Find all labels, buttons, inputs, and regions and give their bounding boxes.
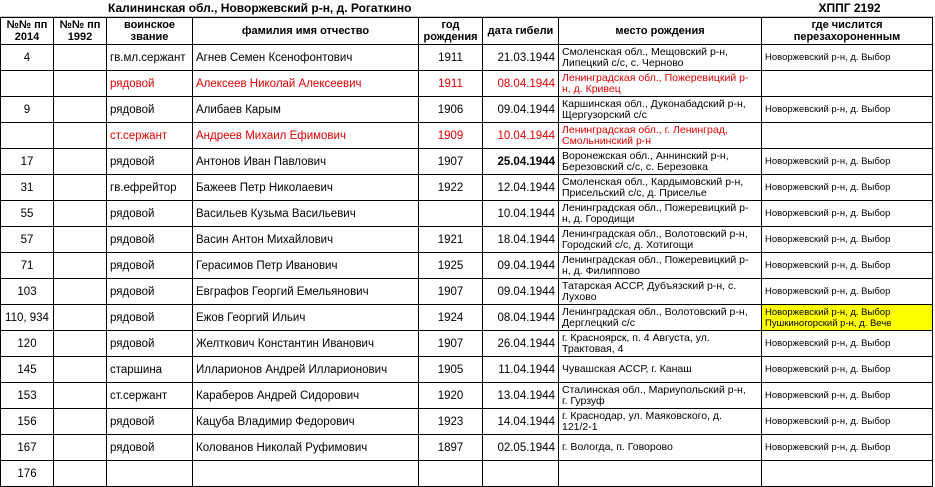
cell-n2014[interactable] (1, 123, 54, 149)
birthplace-line-2: Щергузорский с/с (562, 108, 647, 121)
birthplace-line-1: Сталинская обл., Мариупольский р-н, (562, 383, 746, 396)
table-row (1, 175, 933, 201)
cell-birth-year[interactable]: 1921 (419, 227, 483, 253)
cell-rank[interactable]: рядовой (107, 409, 193, 435)
cell-rank[interactable]: старшина (107, 357, 193, 383)
table-row (1, 149, 933, 175)
birthplace-line-2: Лухово (562, 290, 597, 303)
cell-birth-year[interactable]: 1907 (419, 149, 483, 175)
cell-n2014[interactable]: 120 (1, 331, 54, 357)
cell-n2014[interactable]: 103 (1, 279, 54, 305)
cell-n2014[interactable]: 71 (1, 253, 54, 279)
cell-n1992[interactable] (54, 435, 107, 461)
cell-death-date[interactable]: 21.03.1944 (483, 45, 559, 71)
cell-birth-year[interactable]: 1924 (419, 305, 483, 331)
reburial-line-1: Новоржевский р-н, д. Выбор (765, 182, 891, 193)
cell-birthplace[interactable] (559, 227, 762, 253)
table-row (1, 201, 933, 227)
cell-death-date[interactable]: 02.05.1944 (483, 435, 559, 461)
cell-birthplace[interactable] (559, 279, 762, 305)
burial-table (0, 17, 933, 487)
cell-death-date[interactable]: 10.04.1944 (483, 201, 559, 227)
cell-n1992[interactable] (54, 71, 107, 97)
cell-n1992[interactable] (54, 409, 107, 435)
birthplace-line-1: Татарская АССР, Дубъязский р-н, с. (562, 279, 737, 292)
cell-n1992[interactable] (54, 461, 107, 487)
cell-rank[interactable]: ст.сержант (107, 383, 193, 409)
cell-birth-year[interactable]: 1925 (419, 253, 483, 279)
cell-n1992[interactable] (54, 175, 107, 201)
reburial-line-1: Новоржевский р-н, д. Выбор (765, 156, 891, 167)
cell-name[interactable]: Караберов Андрей Сидорович (193, 383, 419, 409)
table-row (1, 97, 933, 123)
cell-reburial-place[interactable] (762, 175, 933, 201)
cell-death-date[interactable]: 18.04.1944 (483, 227, 559, 253)
cell-death-date[interactable] (483, 461, 559, 487)
header-death-date[interactable]: дата гибели (483, 18, 559, 45)
cell-death-date[interactable]: 12.04.1944 (483, 175, 559, 201)
cell-death-date[interactable]: 11.04.1944 (483, 357, 559, 383)
birthplace-line-1: г. Краснодар, ул. Маяковского, д. (562, 409, 722, 422)
birthplace-line-2: Смольнинский р-н (562, 134, 652, 147)
birthplace-line-2: Присельский с/с, д. Приселье (562, 186, 707, 199)
cell-birthplace[interactable] (559, 201, 762, 227)
cell-n1992[interactable] (54, 97, 107, 123)
table-row (1, 409, 933, 435)
birthplace-line-1: Ленинградская обл., Волотовский р-н, (562, 227, 748, 240)
cell-n2014[interactable]: 167 (1, 435, 54, 461)
cell-birth-year[interactable]: 1911 (419, 71, 483, 97)
reburial-line-1: Новоржевский р-н, д. Выбор (765, 104, 891, 115)
cell-birth-year[interactable] (419, 461, 483, 487)
cell-n1992[interactable] (54, 45, 107, 71)
cell-birth-year[interactable] (419, 201, 483, 227)
cell-birthplace[interactable] (559, 123, 762, 149)
cell-birthplace[interactable] (559, 461, 762, 487)
cell-birth-year[interactable]: 1905 (419, 357, 483, 383)
cell-n1992[interactable] (54, 279, 107, 305)
cell-rank[interactable]: рядовой (107, 149, 193, 175)
cell-name[interactable]: Алибаев Карым (193, 97, 419, 123)
cell-rank[interactable] (107, 461, 193, 487)
cell-name[interactable]: Антонов Иван Павлович (193, 149, 419, 175)
table-row (1, 123, 933, 149)
birthplace-line-1: Ленинградская обл., г. Ленинград, (562, 123, 728, 136)
cell-name[interactable]: Кацуба Владимир Федорович (193, 409, 419, 435)
birthplace-line-2: н, д. Филиппово (562, 264, 640, 277)
reburial-line-1: Новоржевский р-н, д. Выбор (765, 260, 891, 271)
cell-death-date[interactable]: 09.04.1944 (483, 253, 559, 279)
cell-rank[interactable]: рядовой (107, 435, 193, 461)
cell-n2014[interactable]: 31 (1, 175, 54, 201)
cell-n2014[interactable]: 176 (1, 461, 54, 487)
header-n2014[interactable]: №№ пп 2014 (1, 18, 54, 45)
cell-n1992[interactable] (54, 201, 107, 227)
cell-rank[interactable]: рядовой (107, 71, 193, 97)
cell-n2014[interactable]: 145 (1, 357, 54, 383)
table-row (1, 45, 933, 71)
cell-rank[interactable]: рядовой (107, 253, 193, 279)
cell-rank[interactable]: рядовой (107, 279, 193, 305)
birthplace-line-2: Городский с/с, д. Хотигощи (562, 238, 694, 251)
birthplace-line-1: Воронежская обл., Аннинский р-н, (562, 149, 729, 162)
header-n1992[interactable]: №№ пп 1992 (54, 18, 107, 45)
cell-birth-year[interactable]: 1897 (419, 435, 483, 461)
cell-birth-year[interactable]: 1907 (419, 331, 483, 357)
cell-name[interactable]: Колованов Николай Руфимович (193, 435, 419, 461)
birthplace-line-2: Дерглецкий с/с (562, 316, 636, 329)
cell-name[interactable]: Андреев Михаил Ефимович (193, 123, 419, 149)
cell-name[interactable]: Ежов Георгий Ильич (193, 305, 419, 331)
cell-birthplace[interactable] (559, 383, 762, 409)
birthplace-line-2: Трактовая, 4 (562, 342, 624, 355)
cell-birthplace[interactable] (559, 175, 762, 201)
cell-reburial-place[interactable] (762, 331, 933, 357)
cell-n1992[interactable] (54, 331, 107, 357)
cell-n2014[interactable]: 55 (1, 201, 54, 227)
table-row (1, 253, 933, 279)
cell-birthplace[interactable] (559, 253, 762, 279)
cell-n1992[interactable] (54, 357, 107, 383)
cell-reburial-place[interactable] (762, 305, 933, 331)
cell-birthplace[interactable] (559, 305, 762, 331)
cell-n2014[interactable]: 153 (1, 383, 54, 409)
table-row (1, 435, 933, 461)
cell-rank[interactable]: гв.мл.сержант (107, 45, 193, 71)
header-birthplace[interactable]: место рождения (559, 18, 762, 45)
cell-n1992[interactable] (54, 149, 107, 175)
cell-rank[interactable]: гв.ефрейтор (107, 175, 193, 201)
cell-name[interactable]: Герасимов Петр Иванович (193, 253, 419, 279)
header-rank[interactable]: воинское звание (107, 18, 193, 45)
cell-name[interactable]: Васин Антон Михайлович (193, 227, 419, 253)
cell-death-date[interactable]: 14.04.1944 (483, 409, 559, 435)
cell-birthplace[interactable] (559, 435, 762, 461)
header-row (1, 18, 933, 45)
cell-reburial-place[interactable] (762, 45, 933, 71)
cell-name[interactable] (193, 461, 419, 487)
reburial-line-1: Новоржевский р-н, д. Выбор (765, 442, 891, 453)
cell-death-date[interactable]: 10.04.1944 (483, 123, 559, 149)
cell-n1992[interactable] (54, 383, 107, 409)
birthplace-line-1: Ленинградская обл., Пожеревицкий р- (562, 253, 749, 266)
birthplace-line-1: Смоленская обл., Мещовский р-н, (562, 45, 729, 58)
reburial-line-1: Новоржевский р-н, д. Выбор (765, 286, 891, 297)
hospital-code[interactable]: ХППГ 2192 (818, 1, 881, 15)
cell-reburial-place[interactable] (762, 461, 933, 487)
cell-birth-year[interactable]: 1907 (419, 279, 483, 305)
reburial-line-1: Новоржевский р-н, д. Выбор (765, 338, 891, 349)
cell-name[interactable]: Бажеев Петр Николаевич (193, 175, 419, 201)
cell-reburial-place[interactable] (762, 409, 933, 435)
birthplace-line-1: Ленинградская обл., Пожеревицкий р- (562, 201, 749, 214)
reburial-line-1: Новоржевский р-н, д. Выбор (765, 416, 891, 427)
cell-n2014[interactable]: 4 (1, 45, 54, 71)
cell-birth-year[interactable]: 1906 (419, 97, 483, 123)
cell-name[interactable]: Агнев Семен Ксенофонтович (193, 45, 419, 71)
cell-n2014[interactable]: 110, 934 (1, 305, 54, 331)
cell-reburial-place[interactable] (762, 201, 933, 227)
table-row (1, 71, 933, 97)
header-reburial-place[interactable]: где числится перезахороненным (762, 18, 933, 45)
cell-death-date[interactable]: 26.04.1944 (483, 331, 559, 357)
cell-rank[interactable]: рядовой (107, 305, 193, 331)
cell-birth-year[interactable]: 1909 (419, 123, 483, 149)
cell-birth-year[interactable]: 1923 (419, 409, 483, 435)
cell-reburial-place[interactable] (762, 97, 933, 123)
table-body (1, 45, 933, 487)
reburial-line-1: Новоржевский р-н, д. Выбор (765, 306, 891, 318)
cell-name[interactable]: Евграфов Георгий Емельянович (193, 279, 419, 305)
cell-reburial-place[interactable] (762, 279, 933, 305)
cell-reburial-place[interactable] (762, 253, 933, 279)
header-birth-year[interactable]: год рождения (419, 18, 483, 45)
cell-n2014[interactable]: 57 (1, 227, 54, 253)
cell-rank[interactable]: рядовой (107, 331, 193, 357)
birthplace-line-1: Смоленская обл., Кардымовский р-н, (562, 175, 744, 188)
birthplace-line-2: г. Гурзуф (562, 394, 605, 407)
table-row (1, 227, 933, 253)
cell-reburial-place[interactable] (762, 149, 933, 175)
birthplace-line-1: г. Красноярск, п. 4 Августа, ул. (562, 331, 710, 344)
sheet-title-row (0, 0, 935, 17)
table-row (1, 279, 933, 305)
cell-n1992[interactable] (54, 227, 107, 253)
cell-death-date[interactable]: 25.04.1944 (483, 149, 559, 175)
table-row (1, 305, 933, 331)
cell-birthplace[interactable] (559, 71, 762, 97)
cell-n1992[interactable] (54, 123, 107, 149)
cell-death-date[interactable]: 09.04.1944 (483, 97, 559, 123)
cell-reburial-place[interactable] (762, 123, 933, 149)
cell-name[interactable]: Васильев Кузьма Васильевич (193, 201, 419, 227)
cell-death-date[interactable]: 13.04.1944 (483, 383, 559, 409)
cell-rank[interactable]: рядовой (107, 227, 193, 253)
reburial-line-1: Новоржевский р-н, д. Выбор (765, 234, 891, 245)
cell-reburial-place[interactable] (762, 435, 933, 461)
birthplace-line-2: н, д. Городищи (562, 212, 635, 225)
birthplace-line-2: Березовский с/с, с. Березовка (562, 160, 708, 173)
table-row (1, 383, 933, 409)
table-row (1, 331, 933, 357)
cell-birth-year[interactable]: 1911 (419, 45, 483, 71)
cell-rank[interactable]: рядовой (107, 201, 193, 227)
table-row (1, 357, 933, 383)
cell-birth-year[interactable]: 1922 (419, 175, 483, 201)
reburial-line-2: Пушкиногорский р-н, д. Вече (765, 317, 892, 329)
cell-n2014[interactable] (1, 71, 54, 97)
cell-birthplace[interactable] (559, 357, 762, 383)
cell-name[interactable]: Илларионов Андрей Илларионович (193, 357, 419, 383)
cell-reburial-place[interactable] (762, 357, 933, 383)
cell-reburial-place[interactable] (762, 71, 933, 97)
cell-n1992[interactable] (54, 253, 107, 279)
header-name[interactable]: фамилия имя отчество (193, 18, 419, 45)
cell-birth-year[interactable]: 1920 (419, 383, 483, 409)
birthplace-line-1: Чувашская АССР, г. Канаш (562, 363, 692, 375)
cell-n2014[interactable]: 17 (1, 149, 54, 175)
reburial-line-1: Новоржевский р-н, д. Выбор (765, 208, 891, 219)
birthplace-line-1: Каршинская обл., Дуконабадский р-н, (562, 97, 746, 110)
cell-reburial-place[interactable] (762, 227, 933, 253)
cell-n2014[interactable]: 9 (1, 97, 54, 123)
cell-birthplace[interactable] (559, 331, 762, 357)
cell-death-date[interactable]: 08.04.1944 (483, 305, 559, 331)
birthplace-line-1: Ленинградская обл., Волотовский р-н, (562, 305, 748, 318)
reburial-line-1: Новоржевский р-н, д. Выбор (765, 390, 891, 401)
cell-birthplace[interactable] (559, 409, 762, 435)
cell-name[interactable]: Алексеев Николай Алексеевич (193, 71, 419, 97)
birthplace-line-1: г. Вологда, п. Говорово (562, 441, 673, 453)
cell-death-date[interactable]: 08.04.1944 (483, 71, 559, 97)
birthplace-line-2: н, д. Кривец (562, 82, 621, 95)
cell-rank[interactable]: рядовой (107, 97, 193, 123)
reburial-line-1: Новоржевский р-н, д. Выбор (765, 52, 891, 63)
reburial-line-1: Новоржевский р-н, д. Выбор (765, 364, 891, 375)
cell-death-date[interactable]: 09.04.1944 (483, 279, 559, 305)
cell-n2014[interactable]: 156 (1, 409, 54, 435)
cell-birthplace[interactable] (559, 45, 762, 71)
cell-reburial-place[interactable] (762, 383, 933, 409)
cell-name[interactable]: Желткович Константин Иванович (193, 331, 419, 357)
cell-rank[interactable]: ст.сержант (107, 123, 193, 149)
birthplace-line-2: 121/2-1 (562, 420, 598, 433)
birthplace-line-1: Ленинградская обл., Пожеревицкий р- (562, 71, 749, 84)
cell-birthplace[interactable] (559, 149, 762, 175)
sheet-title[interactable]: Калининская обл., Новоржевский р-н, д. Рогаткино (108, 1, 412, 15)
cell-n1992[interactable] (54, 305, 107, 331)
cell-birthplace[interactable] (559, 97, 762, 123)
table-row (1, 461, 933, 487)
birthplace-line-2: Липецкий с/с, с. Черново (562, 56, 684, 69)
